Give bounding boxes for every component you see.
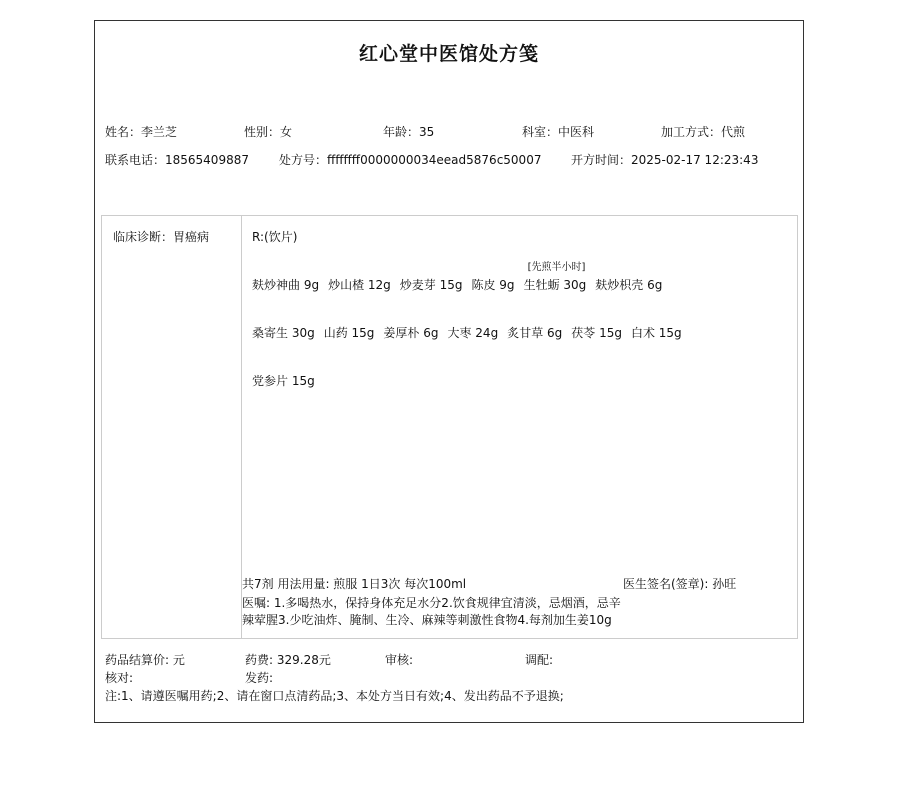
patient-phone: 联系电话：18565409887 — [105, 153, 249, 167]
doctor-signature: 医生签名(签章): 孙旺 — [623, 577, 737, 591]
prescription-number: 处方号：ffffffff0000000034eead5876c50007 — [279, 153, 542, 167]
herb-row-1 — [252, 262, 671, 293]
page-title: 红心堂中医馆处方笺 — [358, 43, 539, 65]
review-field: 审核: — [385, 653, 414, 667]
herb-item: 茯苓 15g — [571, 326, 622, 340]
prescription-box — [101, 215, 798, 639]
herb-item-with-note — [523, 262, 587, 293]
herb-note: [先煎半小时] — [527, 262, 586, 273]
prescription-sheet — [94, 20, 804, 723]
herb-row-3 — [252, 372, 324, 389]
patient-gender: 性别：女 — [244, 125, 293, 139]
usage-dosage: 共7剂 用法用量: 煎服 1日3次 每次100ml — [242, 577, 467, 591]
patient-age: 年龄：35 — [383, 125, 435, 139]
medical-advice: 医嘱: 1.多喝热水，保持身体充足水分2.饮食规律宜清淡，忌烟酒，忌辛辣荤腥3.少吃油炸、腌制、生冷、麻辣等刺激性食物4.每剂加生姜10g — [242, 596, 621, 627]
dispense-field: 调配: — [525, 653, 554, 667]
drug-fee: 药费: 329.28元 — [245, 653, 331, 667]
drug-settlement: 药品结算价: 元 — [105, 653, 185, 667]
rx-label: R:(饮片) — [252, 230, 298, 244]
check-field: 核对: — [105, 671, 134, 685]
patient-department: 科室：中医科 — [522, 125, 595, 139]
herb-item: 姜厚朴 6g — [383, 326, 439, 340]
herb-item: 党参片 15g — [252, 374, 315, 388]
herb-item: 麸炒枳壳 6g — [595, 278, 663, 292]
herb-item: 白术 15g — [630, 326, 682, 340]
herb-item: 大枣 24g — [447, 326, 499, 340]
herb-item: 炒麦芽 15g — [399, 278, 463, 292]
herb-item: 桑寄生 30g — [252, 326, 315, 340]
herb-row-2 — [252, 324, 691, 341]
processing-method: 加工方式：代煎 — [661, 125, 746, 139]
patient-name: 姓名：李兰芝 — [105, 125, 178, 139]
herb-item: 陈皮 9g — [471, 278, 515, 292]
herb-item: 麸炒神曲 9g — [252, 278, 320, 292]
footer-note: 注:1、请遵医嘱用药;2、请在窗口点清药品;3、本处方当日有效;4、发出药品不予退换; — [105, 689, 564, 703]
clinical-diagnosis: 临床诊断：胃癌病 — [113, 230, 210, 244]
issue-field: 发药: — [245, 671, 274, 685]
herb-item: 山药 15g — [323, 326, 375, 340]
herb-item: 炒山楂 12g — [328, 278, 391, 292]
prescription-time: 开方时间：2025-02-17 12:23:43 — [571, 153, 759, 167]
herb-item: 炙甘草 6g — [507, 326, 563, 340]
herb-item: 生牡蛎 30g — [523, 278, 587, 292]
